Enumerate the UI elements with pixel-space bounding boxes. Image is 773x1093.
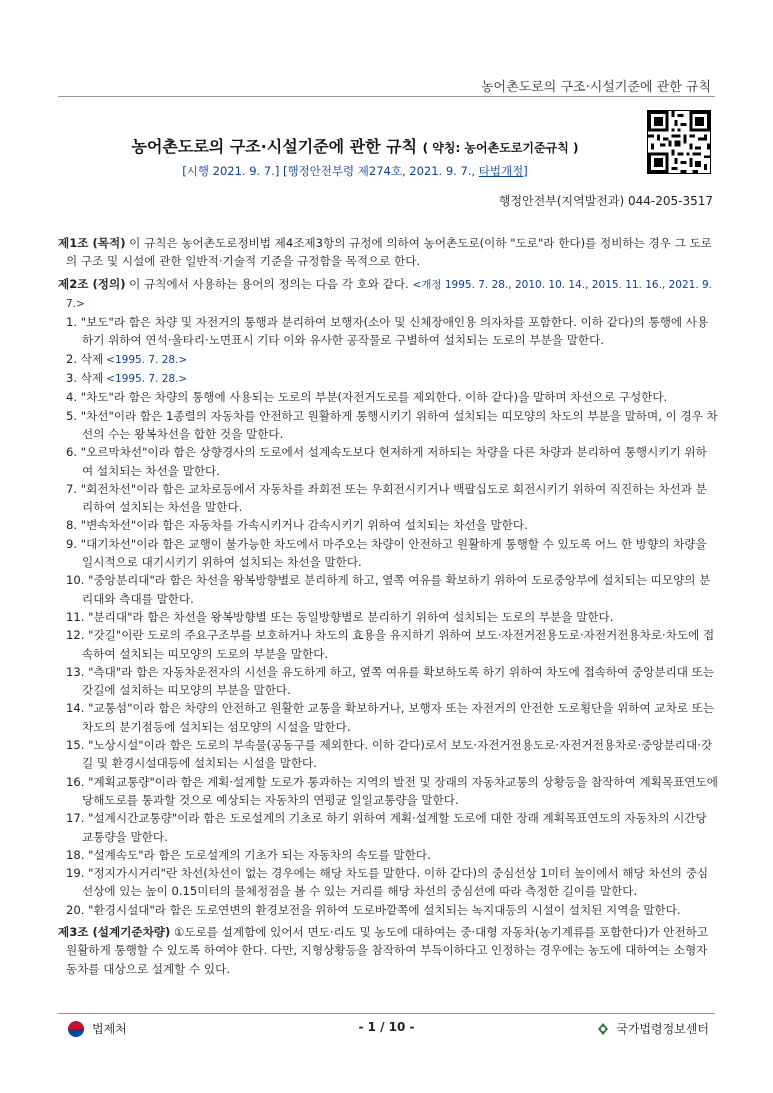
definition-item [66, 369, 718, 388]
item-text: "차선"이라 함은 1종렬의 자동차를 안전하고 원활하게 통행시키기 위하여 설치되는 띠모양의 차도의 부분을 말하며, 이 경우 차선의 수는 왕복차선을 합한 것을 말한다. [80, 408, 718, 441]
definition-item [66, 516, 718, 534]
article-heading: 제3조 (설계기준차량) [58, 924, 171, 939]
running-header: 농어촌도로의 구조·시설기준에 관한 규칙 [480, 80, 711, 95]
definition-item [66, 773, 718, 810]
definition-list [66, 313, 718, 919]
definition-item [66, 407, 718, 444]
article-heading: 제1조 (목적) [58, 236, 126, 250]
item-number: 7. [66, 481, 78, 496]
item-text: "설계시간교통량"이라 함은 도로설계의 기초로 하기 위하여 계획·설계할 도로에 대한 장래 계획목표연도의 자동차의 시간당 교통량을 말한다. [82, 811, 707, 844]
definition-item [66, 846, 718, 864]
item-text: "계획교통량"이라 함은 계획·설계할 도로가 통과하는 지역의 발전 및 장래의 자동차교통의 상황등을 참작하여 계획목표연도에 당해도로를 통과할 것으로 예상되는 자동차의 연평균 일일교통량을 말한다. [82, 774, 718, 807]
item-text: "변속차선"이라 함은 자동차를 가속시키거나 감속시키기 위하여 설치되는 차선을 말한다. [80, 518, 528, 533]
footer-org-label: 법제처 [92, 1022, 127, 1036]
item-number: 14. [66, 701, 85, 716]
header-divider [58, 96, 715, 97]
item-text: "설계속도"라 함은 도로설계의 기초가 되는 자동차의 속도를 말한다. [88, 847, 431, 862]
article-text: ①도로를 설계함에 있어서 면도·리도 및 농도에 대하여는 중·대형 자동차(농기계류를 포함한다)가 안전하고 원활하게 통행할 수 있도록 하여야 한다. 다만, 지형상황등을 참작하여 부득이하다고 인정하는 경우에는 농도에 대하여는 소형자동차를 대상으로 설계할 수 있다. [66, 924, 709, 976]
item-text: "측대"라 함은 자동차운전자의 시선을 유도하게 하고, 옆쪽 여유를 확보하도록 하기 위하여 차도에 접속하여 중앙분리대 또는 갓길에 설치하는 띠모양의 부분을 말한다. [82, 664, 715, 698]
item-text: "노상시설"이라 함은 도로의 부속물(공동구를 제외한다. 이하 같다)로서 보도·자전거전용도로·자전거전용차로·중앙분리대·갓길 및 환경시설대등에 설치되는 시설을 말한다. [82, 738, 713, 771]
item-text: 삭제 [80, 371, 104, 386]
history-suffix: ] [523, 164, 528, 178]
amendment-link[interactable]: <개정 1995. 7. 28., 2010. 10. 14., 2015. 11. 16., 2021. 9. 7.> [66, 278, 713, 310]
item-number: 1. [66, 315, 78, 330]
item-text: "대기차선"이라 함은 교행이 불가능한 차도에서 마주오는 차량이 안전하고 원활하게 통행할 수 있도록 어느 한 방향의 차량을 일시적으로 대기시키기 위하여 설치되는 차선을 말한다. [80, 536, 707, 570]
item-text: "갓길"이란 도로의 주요구조부를 보호하거나 차도의 효용을 유지하기 위하여 보도·자전거전용도로·자전거전용차로·차도에 접속하여 설치되는 띠모양의 도로의 부분을 말한다. [82, 628, 715, 661]
title-block [60, 134, 650, 179]
item-number: 16. [66, 774, 85, 789]
item-number: 2. [66, 351, 78, 366]
item-number: 4. [66, 390, 78, 405]
item-text: "보도"라 함은 차량 및 자전거의 통행과 분리하여 보행자(소아 및 신체장애인용 의자차를 포함한다. 이하 같다)의 통행에 사용하기 위하여 연석·울타리·노면표시 기타 이와 유사한 공작물로 구별하여 설치되는 도로의 부분을 말한다. [80, 315, 709, 348]
page-footer [58, 1020, 715, 1042]
article-2 [58, 275, 718, 919]
item-number: 19. [66, 866, 85, 881]
article-1 [58, 234, 718, 271]
definition-item [66, 571, 718, 608]
item-number: 17. [66, 811, 85, 826]
article-text: 이 규칙은 농어촌도로정비법 제4조제3항의 규정에 의하여 농어촌도로(이하 "도로"라 한다)를 정비하는 경우 그 도로의 구조 및 시설에 관한 일반적·기술적 기준을 규정함을 목적으로 한다. [66, 236, 712, 269]
definition-item [66, 809, 718, 846]
item-number: 5. [66, 408, 78, 423]
item-text: "환경시설대"라 함은 도로연변의 환경보전을 위하여 도로바깥쪽에 설치되는 녹지대등의 시설이 설치된 지역을 말한다. [88, 902, 681, 917]
footer-divider [58, 1013, 715, 1014]
law-title: 농어촌도로의 구조·시설기준에 관한 규칙 [131, 137, 418, 156]
law-abbreviation: ( 약칭: 농어촌도로기준규칙 ) [422, 141, 579, 155]
definition-item [66, 535, 718, 572]
item-number: 13. [66, 664, 85, 679]
enforcement-history [60, 163, 650, 179]
item-text: 삭제 [80, 351, 104, 366]
item-text: "교통섬"이라 함은 차량의 안전하고 원활한 교통을 확보하거나, 보행자 또는 자전거의 안전한 도로횡단을 위하여 교차로 또는 차도의 분기점등에 설치되는 섬모양의 시설을 말한다. [82, 701, 715, 734]
law-body [58, 234, 718, 982]
item-text: "회전차선"이라 함은 교차로등에서 자동차를 좌회전 또는 우회전시키거나 백팔십도로 회전시키기 위하여 직진하는 차선과 분리하여 설치되는 차선을 말한다. [80, 481, 707, 515]
definition-item [66, 388, 718, 406]
qr-code-icon[interactable] [647, 110, 711, 174]
item-number: 20. [66, 902, 85, 917]
article-3 [58, 923, 718, 978]
item-text: "차도"라 함은 차량의 통행에 사용되는 도로의 부분(자전거도로를 제외한다. 이하 같다)을 말하며 차선으로 구성한다. [80, 390, 668, 405]
item-number: 12. [66, 628, 85, 643]
definition-item [66, 313, 718, 350]
item-text: "중앙분리대"라 함은 차선을 왕복방향별로 분리하게 하고, 옆쪽 여유를 확보하기 위하여 도로중앙부에 설치되는 띠모양의 분리대와 측대를 말한다. [82, 573, 711, 606]
definition-item [66, 901, 718, 919]
ministry-contact: 행정안전부(지역발전과) 044-205-3517 [498, 194, 713, 208]
item-number: 10. [66, 573, 85, 588]
item-number: 15. [66, 738, 85, 753]
definition-item [66, 608, 718, 626]
amendment-link[interactable]: <1995. 7. 28.> [106, 373, 188, 386]
page-number: - 1 / 10 - [358, 1020, 415, 1034]
law-center-logo-icon [596, 1022, 610, 1036]
item-text: "오르막차선"이라 함은 상향경사의 도로에서 설계속도보다 현저하게 저하되는 차량을 다른 차량과 분리하여 통행시키기 위하여 설치되는 차선을 말한다. [80, 445, 707, 478]
article-text: 이 규칙에서 사용하는 용어의 정의는 다음 각 호와 같다. [125, 276, 413, 291]
definition-item [66, 699, 718, 736]
amendment-link[interactable]: <1995. 7. 28.> [106, 353, 188, 366]
item-text: "정지가시거리"란 차선(차선이 없는 경우에는 해당 차도를 말한다. 이하 같다)의 중심선상 1미터 높이에서 해당 차선의 중심선상에 있는 높이 0.15미터의 물체정점을 볼 수 있는 거리를 해당 차선의 중심선에 따라 측정한 길이를 말한다. [82, 866, 709, 899]
item-number: 18. [66, 847, 85, 862]
item-number: 8. [66, 518, 78, 533]
definition-item [66, 443, 718, 480]
definition-item [66, 663, 718, 700]
history-amend-type-link[interactable]: 타법개정 [478, 164, 524, 178]
definition-item [66, 736, 718, 773]
definition-item [66, 350, 718, 369]
page-title [60, 134, 650, 157]
footer-site-label: 국가법령정보센터 [616, 1022, 709, 1036]
footer-right [596, 1020, 709, 1037]
item-text: "분리대"라 함은 차선을 왕복방향별 또는 동일방향별로 분리하기 위하여 설치되는 도로의 부분을 말한다. [88, 609, 614, 624]
history-prefix: [시행 2021. 9. 7.] [행정안전부령 제274호, 2021. 9. 7., [182, 164, 479, 178]
article-heading: 제2조 (정의) [58, 276, 126, 291]
item-number: 9. [66, 536, 78, 551]
definition-item [66, 480, 718, 517]
item-number: 11. [66, 609, 85, 624]
item-number: 3. [66, 371, 78, 386]
definition-item [66, 864, 718, 901]
item-number: 6. [66, 445, 78, 460]
definition-item [66, 626, 718, 663]
